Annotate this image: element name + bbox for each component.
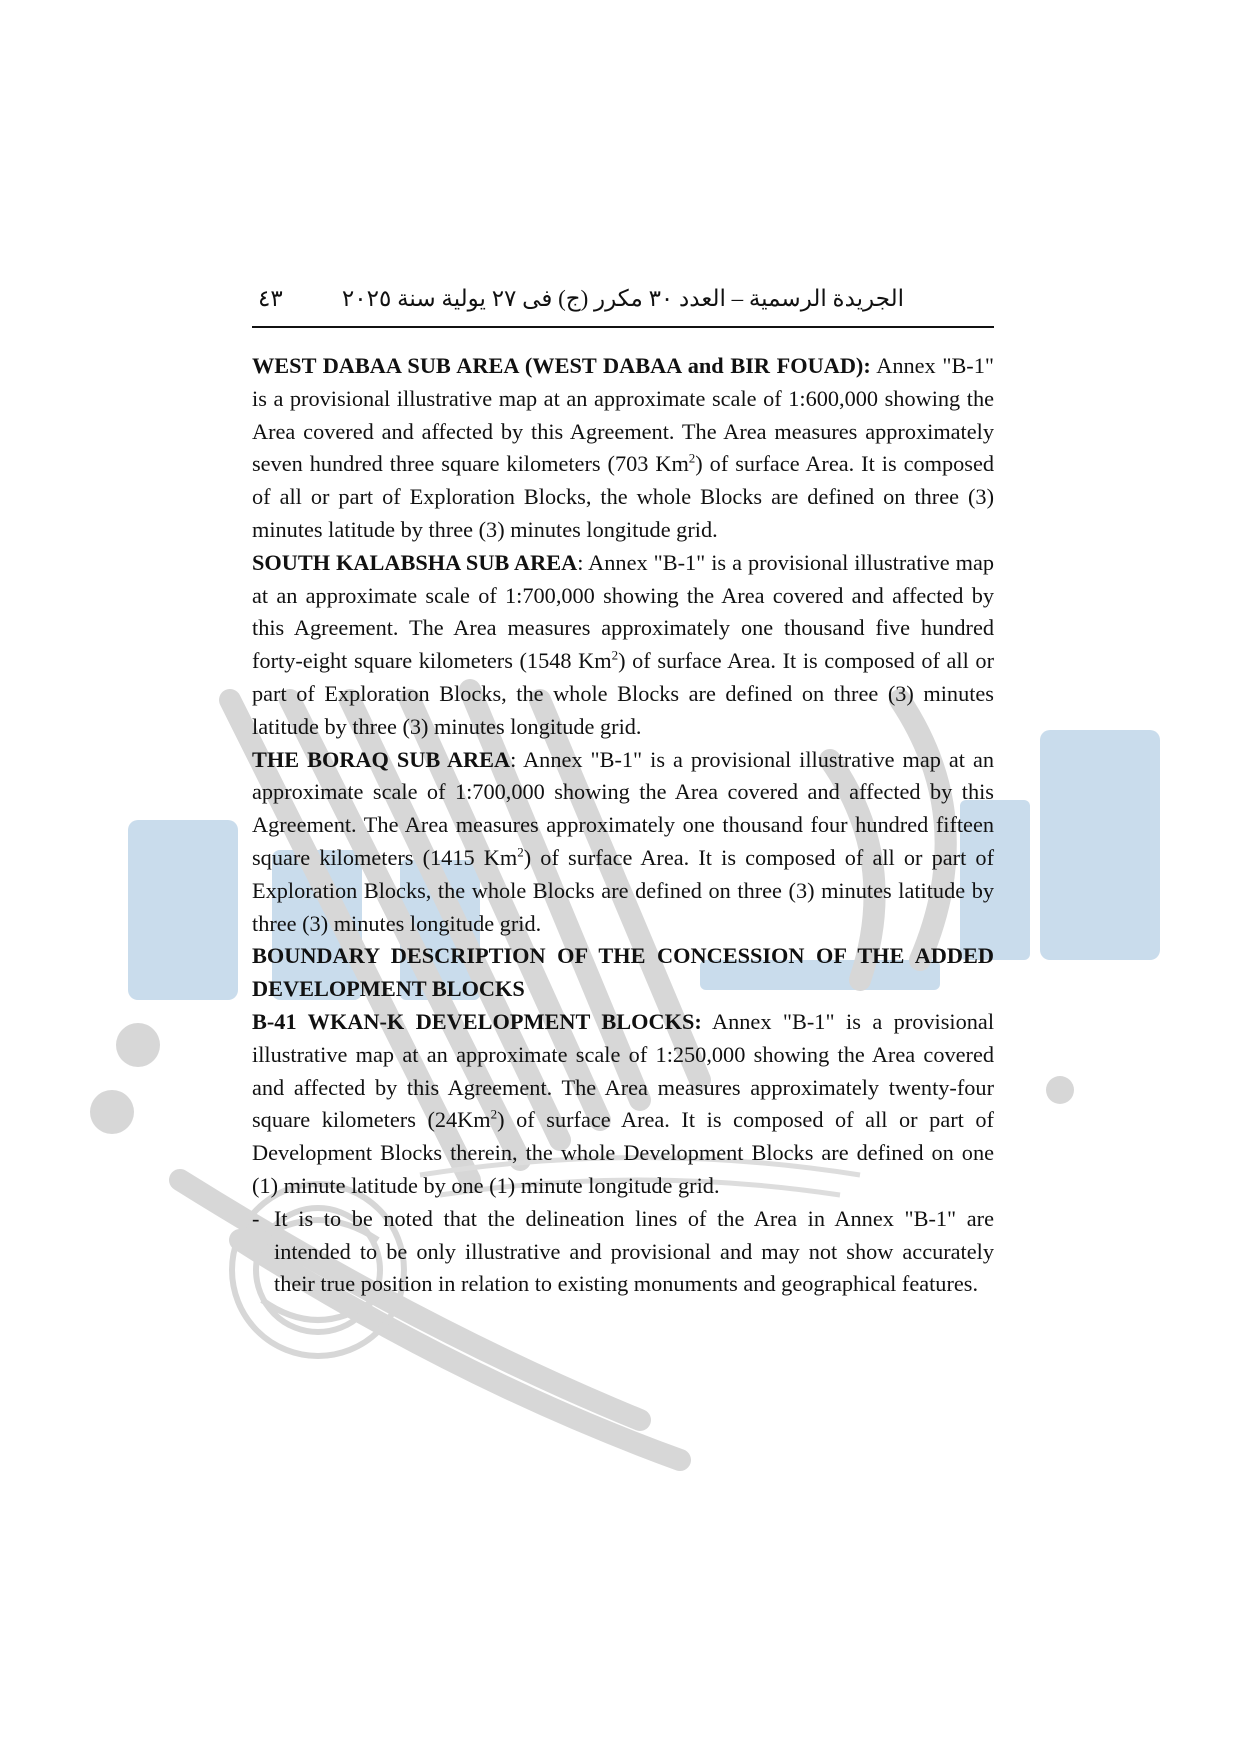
paragraph-west-dabaa	[252, 350, 994, 547]
boundary-heading	[252, 940, 994, 1006]
page-header	[252, 286, 994, 328]
section-text: Annex "B-1" is a provisional illustrative map at an approximate scale of 1:250,000 showing the Area covered and affected by this Agreement. The Area measures approximately twenty-four square kilometers (24Km	[252, 1008, 995, 1133]
paragraph-b41-development	[252, 1006, 994, 1203]
document-body	[252, 350, 994, 1301]
note-dash: -	[252, 1205, 260, 1231]
section-text: ) of surface Area. It is composed of all or part of Exploration Blocks, the whole Blocks are defined on three (3) minutes latitude by three (3) minutes longitude grid.	[252, 844, 994, 936]
section-text: ) of surface Area. It is composed of all or part of Development Blocks therein, the whole Development Blocks are defined on one (1) minute latitude by one (1) minute longitude grid.	[252, 1107, 994, 1198]
paragraph-south-kalabsha	[252, 547, 994, 744]
header-title: الجريدة الرسمية – العدد ٣٠ مكرر (ج) فى ٢٧ يولية سنة ٢٠٢٥	[341, 286, 904, 311]
boundary-heading-text: BOUNDARY DESCRIPTION OF THE CONCESSION OF THE ADDED DEVELOPMENT BLOCKS	[252, 943, 994, 1002]
section-heading: B-41 WKAN-K DEVELOPMENT BLOCKS:	[252, 1008, 702, 1034]
paragraph-boraq	[252, 744, 994, 941]
section-text: : Annex "B-1" is a provisional illustrative map at an approximate scale of 1:700,000 showing the Area covered and affected by this Agreement. The Area measures approximately one thousand four hundred fifteen square kilometers (1415 Km	[252, 746, 994, 870]
superscript: 2	[688, 450, 696, 466]
section-text: ) of surface Area. It is composed of all or part of Exploration Blocks, the whole Blocks are defined on three (3) minutes latitude by three (3) minutes longitude grid.	[252, 648, 994, 739]
note-text: It is to be noted that the delineation lines of the Area in Annex "B-1" are intended to be only illustrative and provisional and may not show accurately their true position in relation to existing monuments and geographical features.	[274, 1205, 994, 1297]
superscript: 2	[517, 844, 524, 860]
section-heading: WEST DABAA SUB AREA (WEST DABAA and BIR FOUAD):	[252, 353, 871, 378]
section-text: : Annex "B-1" is a provisional illustrative map at an approximate scale of 1:700,000 showing the Area covered and affected by this Agreement. The Area measures approximately one thousand five hundred forty-eight square kilometers (1548 Km	[252, 549, 994, 674]
section-heading: SOUTH KALABSHA SUB AREA	[252, 549, 578, 575]
section-text: ) of surface Area. It is composed of all or part of Exploration Blocks, the whole Blocks are defined on three (3) minutes latitude by three (3) minutes longitude grid.	[252, 451, 994, 542]
superscript: 2	[611, 647, 619, 663]
note-item	[252, 1203, 994, 1301]
section-text: Annex "B-1" is a provisional illustrative map at an approximate scale of 1:600,000 showing the Area covered and affected by this Agreement. The Area measures approximately seven hundred three square kilometers (703 Km	[252, 353, 994, 477]
superscript: 2	[490, 1106, 498, 1122]
page-number: ٤٣	[258, 286, 283, 311]
section-heading: THE BORAQ SUB AREA	[252, 746, 511, 772]
